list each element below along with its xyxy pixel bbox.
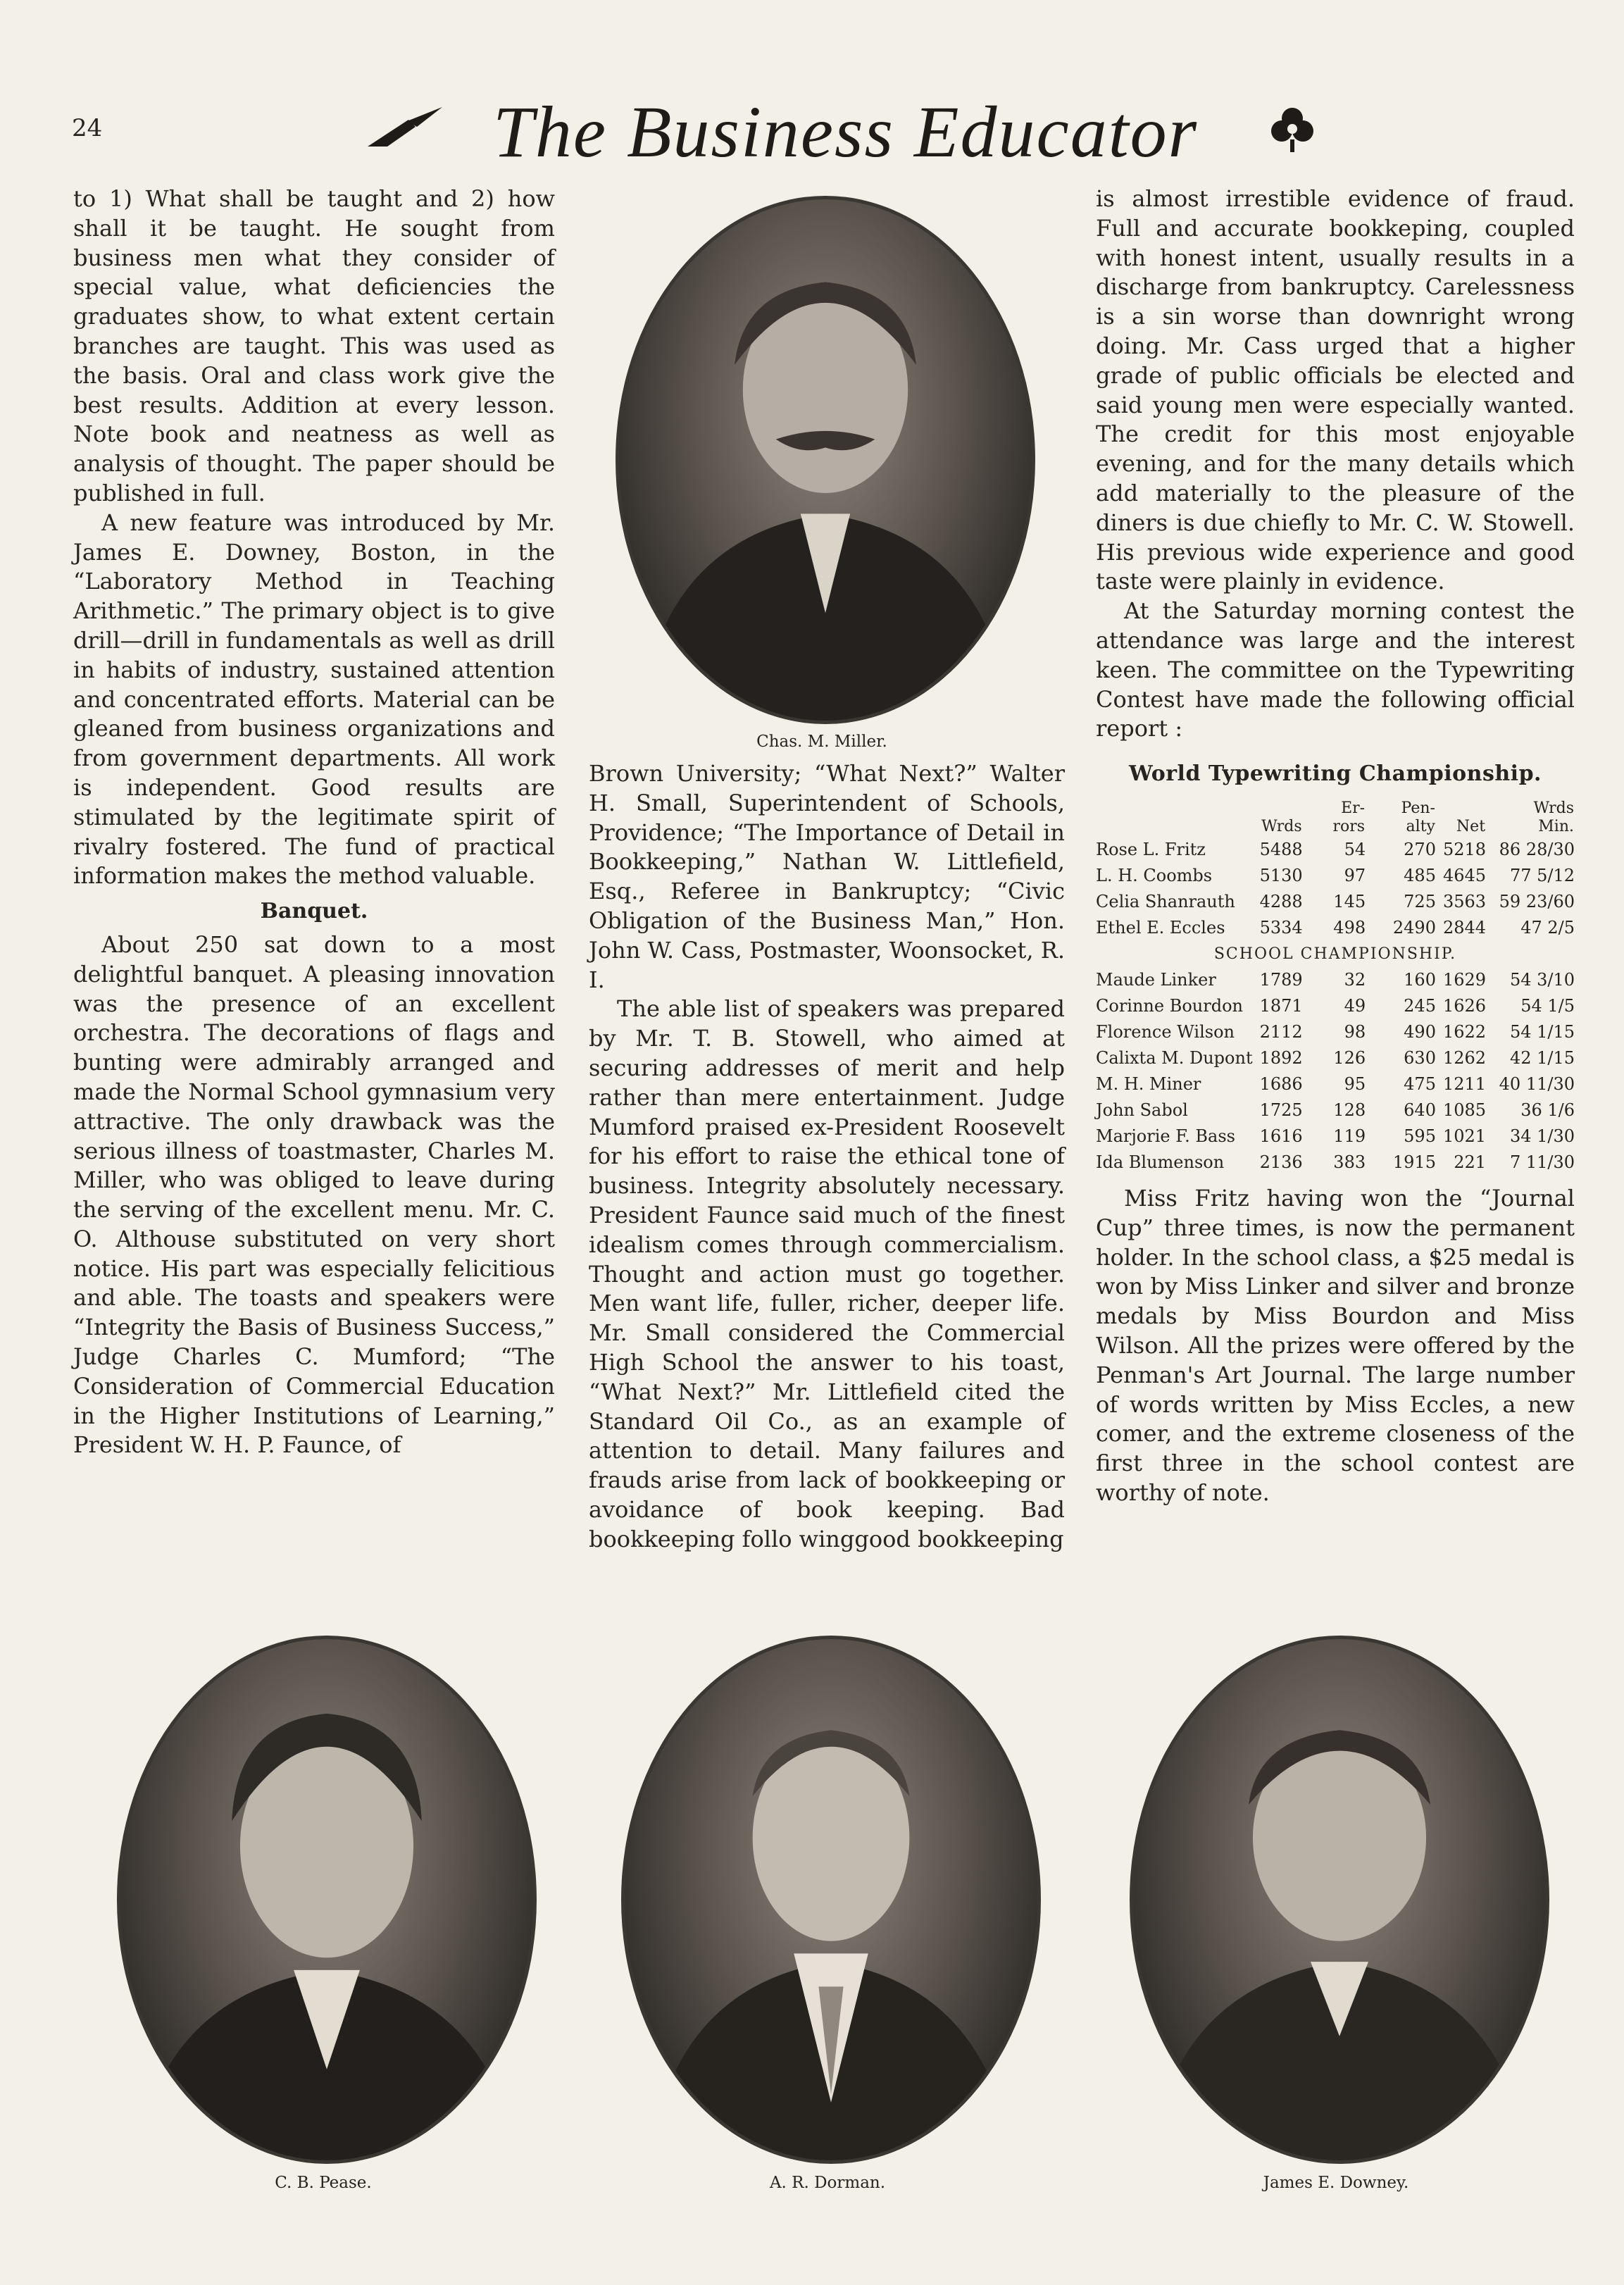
section-heading: Banquet. [260,899,368,924]
table-cell: 725 [1404,891,1436,911]
column-middle [589,759,1065,1555]
table-cell: 221 [1454,1152,1487,1172]
table-cell: 145 [1333,891,1366,911]
table-cell: 1686 [1259,1073,1303,1094]
table-row [1096,993,1575,1019]
portrait-downey [1130,1636,1549,2164]
table-cell: 3563 [1442,891,1487,911]
contestant-name: Rose L. Fritz [1096,839,1206,859]
table-cell: 7 11/30 [1509,1152,1575,1172]
body-paragraph: Brown University; “What Next?” Walter H. Small, Superintendent of Schools, Providence; “The Importance of Detail in Bookkeeping,” Nathan W. Littlefield, Esq., Referee in Bankruptcy; “Civic Obligation of the Business Man,” Hon. John W. Cass, Postmaster, Woonsocket, R. I. [589,760,1065,993]
contestant-name: M. H. Miner [1096,1073,1201,1094]
body-paragraph: is almost irrestible evidence of fraud. Full and accurate bookkeping, coupled with honest intent, usually results in a discharge from bankruptcy. Carelessness is a sin worse than downright wrong doing. Mr. Cass urged that a higher grade of public officials be elected and said young men were especially wanted. The credit for this most enjoyable evening, and for the many details which add materially to the pleasure of the diners is due chiefly to Mr. C. W. Stowell. His previous wide experience and good taste were plainly in evidence. [1096,185,1575,595]
table-title: World Typewriting Championship. [1129,761,1542,787]
column-right [1096,185,1575,1508]
table-cell: 630 [1404,1047,1436,1068]
table-row [1096,1019,1575,1045]
caption-downey: James E. Downey. [1263,2174,1409,2192]
table-row [1096,1123,1575,1150]
table-row [1096,1150,1575,1176]
table-row [1096,863,1575,889]
table-cell: 245 [1404,995,1436,1016]
table-cell: 383 [1333,1152,1366,1172]
table-cell: 97 [1344,865,1366,885]
table-cell: 36 1/6 [1520,1100,1575,1120]
table-cell: 1021 [1442,1126,1487,1146]
table-cell: 40 11/30 [1499,1073,1575,1094]
table-cell: 5334 [1259,917,1303,938]
table-cell: 485 [1404,865,1436,885]
table-cell: 1725 [1259,1100,1303,1120]
table-cell: 1085 [1442,1100,1487,1120]
body-paragraph: A new feature was introduced by Mr. James E. Downey, Boston, in the “Laboratory Method in Teaching Arithmetic.” The primary object is to give drill—drill in fundamentals as well as drill in habits of industry, sustained attention and concentrated efforts. Material can be gleaned from business organizations and from government departments. All work is independent. Good results are stimulated by the legitimate spirit of rivalry fostered. The fund of practical information makes the method valuable. [73,509,555,890]
table-row [1096,889,1575,915]
table-cell: 2844 [1442,917,1487,938]
table-cell: 1616 [1259,1126,1303,1146]
table-cell: 1622 [1442,1021,1487,1042]
table-cell: 34 1/30 [1509,1126,1575,1146]
table-cell: 1871 [1259,995,1303,1016]
table-cell: 595 [1404,1126,1436,1146]
portrait-dorman [621,1636,1041,2164]
body-paragraph: The able list of speakers was prepared by Mr. T. B. Stowell, who aimed at securing addresses of merit and help rather than mere entertainment. Judge Mumford praised ex-President Roosevelt for his effort to raise the ethical tone of business. Integrity absolutely necessary. President Faunce said much of the finest idealism comes through commercialism. Thought and action must go together. Men want life, fuller, richer, deeper life. Mr. Small considered the Commercial High School the answer to his toast, “What Next?” Mr. Littlefield cited the Standard Oil Co., as an example of attention to detail. Many failures and frauds arise from lack of bookkeeping or avoidance of book keeping. Bad bookkeeping follo winggood bookkeeping [589,995,1065,1552]
caption-miller: Chas. M. Miller. [756,733,887,751]
column-header: Wrds [1261,817,1302,835]
table-header-row [1096,799,1575,837]
portrait-miller [616,196,1035,724]
body-paragraph: Miss Fritz having won the “Journal Cup” three times, is now the permanent holder. In the school class, a $25 medal is won by Miss Linker and silver and bronze medals by Miss Bourdon and Miss Wilson. All the prizes were offered by the Penman's Art Journal. The large number of words written by Miss Eccles, a new comer, and the extreme closeness of the first three in the school contest are worthy of note. [1096,1184,1575,1506]
table-cell: 4288 [1259,891,1303,911]
contestant-name: Maude Linker [1096,969,1216,990]
body-paragraph: About 250 sat down to a most delightful banquet. A pleasing innovation was the presence of an excellent orchestra. The decorations of flags and bunting were admirably arranged and made the Normal School gymnasium very attractive. The only drawback was the serious illness of toastmaster, Charles M. Miller, who was obliged to leave during the serving of the excellent menu. Mr. C. O. Althouse substituted on very short notice. His part was especially felicitious and able. The toasts and speakers were “Integrity the Basis of Business Success,” Judge Charles C. Mumford; “The Consideration of Commercial Education in the Higher Institutions of Learning,” President W. H. P. Faunce, of [73,930,555,1459]
table-cell: 5130 [1259,865,1303,885]
table-cell: 77 5/12 [1509,865,1575,885]
column-header: Er-rors [1332,799,1366,835]
typing-results-table [1096,799,1575,1176]
table-cell: 475 [1404,1073,1436,1094]
contestant-name: L. H. Coombs [1096,865,1213,885]
contestant-name: John Sabol [1096,1100,1188,1120]
table-row [1096,915,1575,941]
table-cell: 5218 [1442,839,1487,859]
table-cell: 498 [1333,917,1366,938]
table-cell: 119 [1333,1126,1366,1146]
table-cell: 49 [1344,995,1366,1016]
table-cell: 2136 [1259,1152,1303,1172]
body-paragraph: At the Saturday morning contest the attendance was large and the interest keen. The committee on the Typewriting Contest have made the following official report : [1096,597,1575,742]
table-row [1096,967,1575,993]
table-cell: 32 [1344,969,1366,990]
table-cell: 54 3/10 [1509,969,1575,990]
table-cell: 47 2/5 [1520,917,1575,938]
contestant-name: Ida Blumenson [1096,1152,1225,1172]
table-cell: 2490 [1392,917,1436,938]
table-subtitle: SCHOOL CHAMPIONSHIP. [1213,945,1457,963]
table-cell: 5488 [1259,839,1303,859]
table-cell: 54 1/5 [1520,995,1575,1016]
column-header: Net [1456,817,1486,835]
contestant-name: Calixta M. Dupont [1096,1047,1253,1068]
column-header: Wrds Min. [1533,799,1574,835]
table-row [1096,1071,1575,1097]
portrait-figure-icon [619,199,1032,721]
contestant-name: Corinne Bourdon [1096,995,1243,1016]
contestant-name: Celia Shanrauth [1096,891,1235,911]
contestant-name: Florence Wilson [1096,1021,1235,1042]
column-left [73,185,555,1460]
table-cell: 1211 [1442,1073,1487,1094]
flower-ornament-icon [1268,104,1317,154]
table-cell: 128 [1333,1100,1366,1120]
table-cell: 59 23/60 [1499,891,1575,911]
table-cell: 640 [1404,1100,1436,1120]
table-cell: 2112 [1259,1021,1303,1042]
column-header: Pen-alty [1401,799,1435,835]
table-cell: 490 [1404,1021,1436,1042]
table-cell: 42 1/15 [1509,1047,1575,1068]
table-cell: 1915 [1392,1152,1436,1172]
table-row [1096,837,1575,863]
portrait-pease [117,1636,537,2164]
table-cell: 1626 [1442,995,1487,1016]
table-cell: 95 [1344,1073,1366,1094]
table-cell: 1789 [1259,969,1303,990]
table-cell: 54 1/15 [1509,1021,1575,1042]
table-cell: 160 [1404,969,1436,990]
portrait-figure-icon [120,1639,533,2160]
portrait-figure-icon [625,1639,1037,2160]
table-cell: 1892 [1259,1047,1303,1068]
table-cell: 1629 [1442,969,1487,990]
portrait-figure-icon [1133,1639,1546,2160]
contestant-name: Marjorie F. Bass [1096,1126,1235,1146]
table-cell: 270 [1404,839,1436,859]
table-row [1096,1045,1575,1071]
caption-dorman: A. R. Dorman. [769,2174,886,2192]
table-cell: 1262 [1442,1047,1487,1068]
table-cell: 98 [1344,1021,1366,1042]
body-paragraph: to 1) What shall be taught and 2) how shall it be taught. He sought from business men what they consider of special value, what deficiencies the graduates show, to what extent certain branches are taught. This was used as the basis. Oral and class work give the best results. Addition at every lesson. Note book and neatness as well as analysis of thought. The paper should be published in full. [73,185,555,506]
caption-pease: C. B. Pease. [275,2174,372,2192]
table-cell: 126 [1333,1047,1366,1068]
table-cell: 54 [1344,839,1366,859]
table-cell: 86 28/30 [1499,839,1575,859]
page-number: 24 [72,114,103,142]
table-cell: 4645 [1442,865,1487,885]
quill-pen-icon [366,106,444,148]
masthead-title: The Business Educator [493,92,1199,173]
table-row [1096,1097,1575,1123]
contestant-name: Ethel E. Eccles [1096,917,1225,938]
